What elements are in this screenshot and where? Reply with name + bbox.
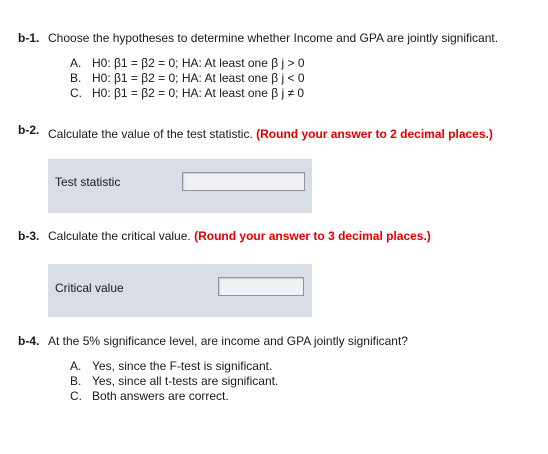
- option-letter: C.: [70, 389, 82, 403]
- critical-value-input[interactable]: [218, 277, 304, 296]
- option-text: H0: β1 = β2 = 0; HA: At least one β j < 0: [92, 71, 305, 85]
- option-letter: A.: [70, 56, 82, 70]
- option-letter: B.: [70, 71, 82, 85]
- critical-value-label: Critical value: [55, 281, 124, 295]
- option-letter: A.: [70, 359, 82, 373]
- option-text: Both answers are correct.: [92, 389, 229, 403]
- question-text: Calculate the critical value.: [48, 229, 191, 243]
- option-b1-b[interactable]: [70, 71, 305, 86]
- option-b1-c[interactable]: [70, 86, 305, 101]
- question-number: b-2.: [18, 123, 40, 137]
- critical-value-panel: [48, 264, 312, 317]
- option-b4-b[interactable]: [70, 374, 278, 389]
- question-number: b-4.: [18, 334, 40, 348]
- question-text: Calculate the value of the test statistic.: [48, 127, 253, 141]
- option-text: H0: β1 = β2 = 0; HA: At least one β j > 0: [92, 56, 305, 70]
- option-letter: B.: [70, 374, 82, 388]
- option-b1-a[interactable]: [70, 56, 305, 71]
- question-b1: [18, 31, 538, 45]
- rounding-instruction: (Round your answer to 2 decimal places.): [256, 127, 493, 141]
- test-statistic-input[interactable]: [182, 172, 305, 191]
- question-b2: [18, 123, 538, 141]
- option-b4-c[interactable]: [70, 389, 278, 404]
- option-text: Yes, since all t-tests are significant.: [92, 374, 279, 388]
- question-number: b-3.: [18, 229, 40, 243]
- option-text: Yes, since the F-test is significant.: [92, 359, 273, 373]
- options-b1: [70, 56, 305, 101]
- option-letter: C.: [70, 86, 82, 100]
- test-statistic-panel: [48, 159, 312, 213]
- question-b3: [18, 229, 538, 243]
- option-b4-a[interactable]: [70, 359, 278, 374]
- option-text: H0: β1 = β2 = 0; HA: At least one β j ≠ 0: [92, 86, 305, 100]
- question-text: At the 5% significance level, are income and GPA jointly significant?: [48, 334, 408, 348]
- question-text: Choose the hypotheses to determine whether Income and GPA are jointly significant.: [48, 31, 499, 45]
- test-statistic-label: Test statistic: [55, 175, 121, 189]
- question-number: b-1.: [18, 31, 40, 45]
- options-b4: [70, 359, 278, 404]
- question-b4: [18, 334, 538, 348]
- rounding-instruction: (Round your answer to 3 decimal places.): [194, 229, 431, 243]
